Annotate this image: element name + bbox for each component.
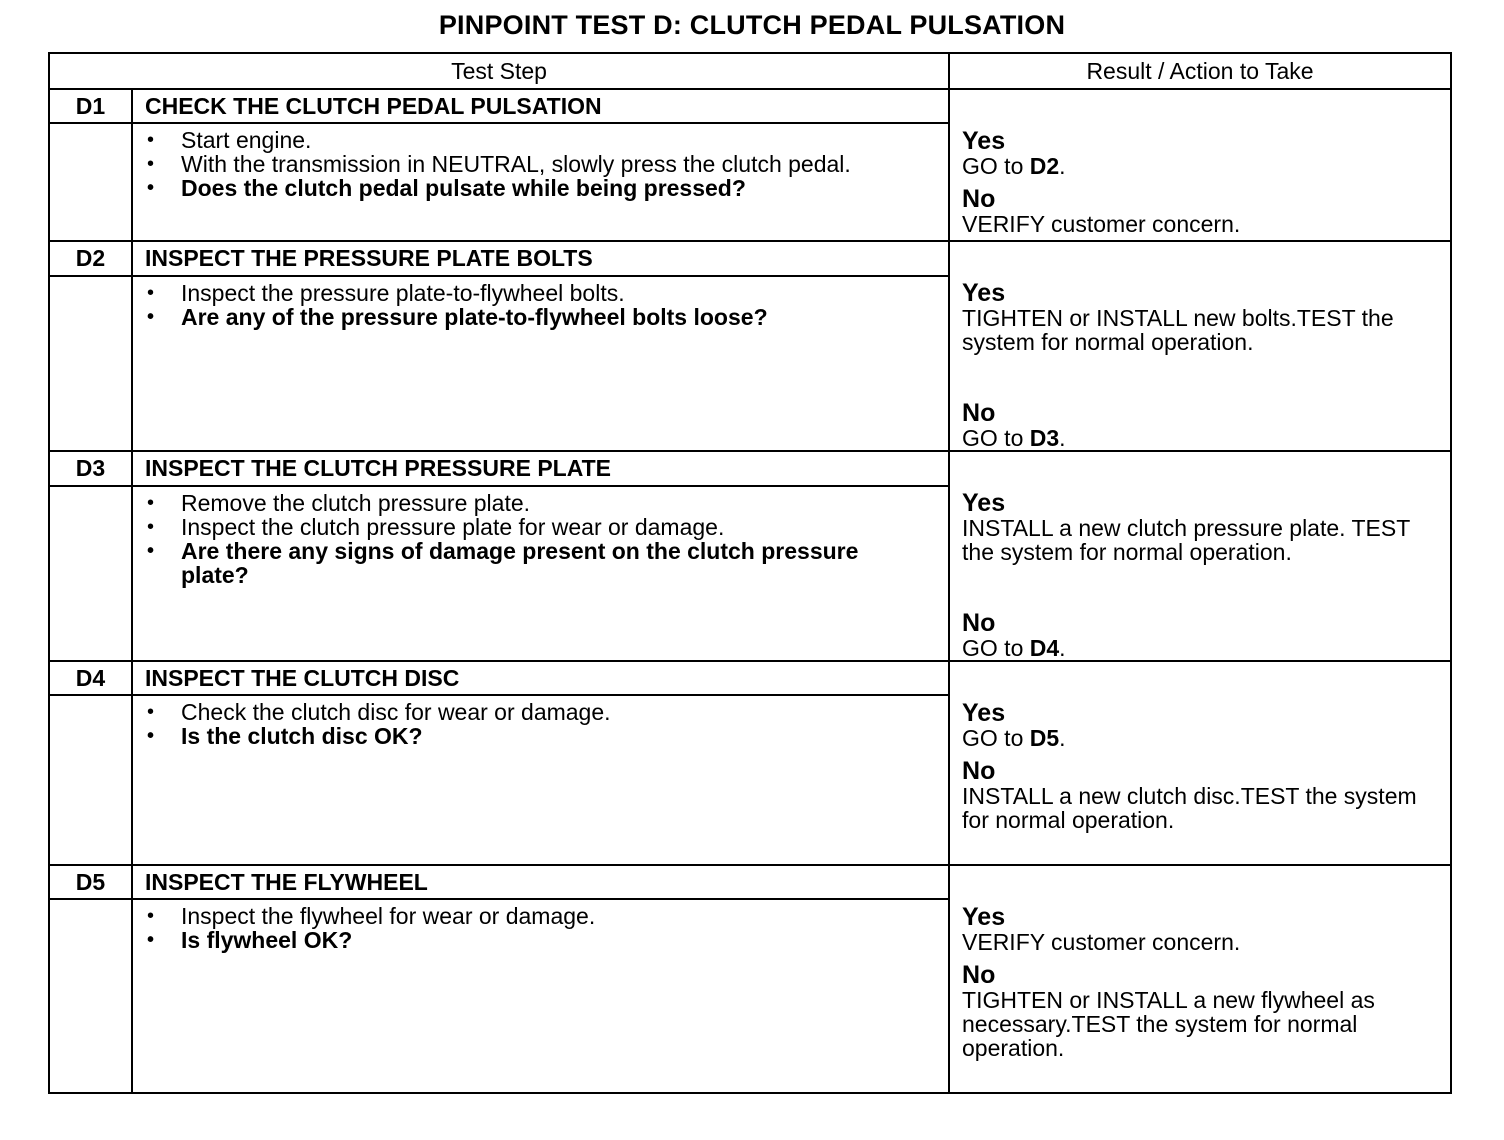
yes-label: Yes [962, 279, 1006, 307]
instruction-list [145, 281, 948, 329]
step-id-blank [49, 123, 132, 241]
result-cell [949, 89, 1451, 241]
spacer [962, 564, 1444, 602]
step-instructions [132, 123, 949, 241]
question-item: • Are there any signs of damage present on the clutch pressure plate? [145, 539, 948, 587]
no-action [962, 636, 1444, 660]
step-title: CHECK THE CLUTCH PEDAL PULSATION [132, 89, 949, 123]
no-step-ref: D3 [1029, 425, 1060, 451]
step-id-blank [49, 695, 132, 865]
no-action-text: INSTALL a new clutch disc.TEST the system for normal operation. [962, 783, 1417, 833]
result-cell [949, 865, 1451, 1093]
step-id-blank [49, 486, 132, 661]
step-title: INSPECT THE CLUTCH PRESSURE PLATE [132, 451, 949, 486]
yes-action [962, 516, 1444, 564]
step-header-row [49, 241, 1451, 276]
step-header-row [49, 451, 1451, 486]
result-cell [949, 241, 1451, 451]
step-instructions [132, 486, 949, 661]
steps-body [49, 89, 1451, 1093]
step-header-row [49, 661, 1451, 695]
no-label: No [962, 185, 996, 213]
instruction-item: • Inspect the pressure plate-to-flywheel bolts. [145, 281, 948, 305]
instruction-item: • Start engine. [145, 128, 948, 152]
yes-step-ref: D2 [1029, 153, 1060, 179]
yes-action-text: GO to [962, 153, 1030, 179]
instruction-list [145, 904, 948, 952]
no-action [962, 212, 1444, 236]
yes-action [962, 154, 1444, 178]
no-action [962, 426, 1444, 450]
page-title: PINPOINT TEST D: CLUTCH PEDAL PULSATION [438, 10, 1066, 40]
instruction-item: • Inspect the flywheel for wear or damage. [145, 904, 948, 928]
no-label: No [962, 961, 996, 989]
no-action [962, 784, 1444, 832]
header-result: Result / Action to Take [949, 53, 1451, 89]
no-action-text: VERIFY customer concern. [962, 211, 1241, 237]
step-id: D3 [49, 451, 132, 486]
step-id: D1 [49, 89, 132, 123]
step-header-row [49, 865, 1451, 899]
question-item: • Are any of the pressure plate-to-flywheel bolts loose? [145, 305, 948, 329]
header-row [49, 53, 1451, 89]
yes-action-text: INSTALL a new clutch pressure plate. TEST the system for normal operation. [962, 515, 1410, 565]
yes-action [962, 930, 1444, 954]
yes-action-text: GO to [962, 725, 1030, 751]
step-instructions [132, 695, 949, 865]
step-id-blank [49, 899, 132, 1093]
step-instructions [132, 276, 949, 451]
pinpoint-test-table [48, 52, 1452, 1094]
step-id: D5 [49, 865, 132, 899]
instruction-item: • Inspect the clutch pressure plate for wear or damage. [145, 515, 948, 539]
yes-action-tail: . [1059, 725, 1066, 751]
yes-action [962, 726, 1444, 750]
no-action [962, 988, 1444, 1060]
question-item: • Is flywheel OK? [145, 928, 948, 952]
instruction-list [145, 700, 948, 748]
no-action-tail: . [1059, 425, 1066, 451]
step-id-blank [49, 276, 132, 451]
question-item: • Is the clutch disc OK? [145, 724, 948, 748]
instruction-list [145, 491, 948, 587]
instruction-item: • Remove the clutch pressure plate. [145, 491, 948, 515]
no-action-text: TIGHTEN or INSTALL a new flywheel as necessary.TEST the system for normal operation. [962, 987, 1375, 1061]
yes-action [962, 306, 1444, 354]
instruction-list [145, 128, 948, 200]
step-title: INSPECT THE CLUTCH DISC [132, 661, 949, 695]
no-label: No [962, 757, 996, 785]
step-id: D2 [49, 241, 132, 276]
step-header-row [49, 89, 1451, 123]
yes-label: Yes [962, 699, 1006, 727]
step-id: D4 [49, 661, 132, 695]
no-label: No [962, 399, 996, 427]
step-instructions [132, 899, 949, 1093]
step-title: INSPECT THE FLYWHEEL [132, 865, 949, 899]
result-cell [949, 661, 1451, 865]
yes-step-ref: D5 [1029, 725, 1060, 751]
result-cell [949, 451, 1451, 661]
spacer [962, 354, 1444, 392]
step-title: INSPECT THE PRESSURE PLATE BOLTS [132, 241, 949, 276]
yes-label: Yes [962, 127, 1006, 155]
no-label: No [962, 609, 996, 637]
yes-action-tail: . [1059, 153, 1066, 179]
header-test-step: Test Step [49, 53, 949, 89]
yes-action-text: TIGHTEN or INSTALL new bolts.TEST the system for normal operation. [962, 305, 1394, 355]
instruction-item: • With the transmission in NEUTRAL, slowly press the clutch pedal. [145, 152, 948, 176]
yes-label: Yes [962, 903, 1006, 931]
no-action-text: GO to [962, 635, 1030, 661]
no-step-ref: D4 [1029, 635, 1060, 661]
yes-label: Yes [962, 489, 1006, 517]
no-action-text: GO to [962, 425, 1030, 451]
question-item: • Does the clutch pedal pulsate while being pressed? [145, 176, 948, 200]
instruction-item: • Check the clutch disc for wear or damage. [145, 700, 948, 724]
no-action-tail: . [1059, 635, 1066, 661]
yes-action-text: VERIFY customer concern. [962, 929, 1241, 955]
